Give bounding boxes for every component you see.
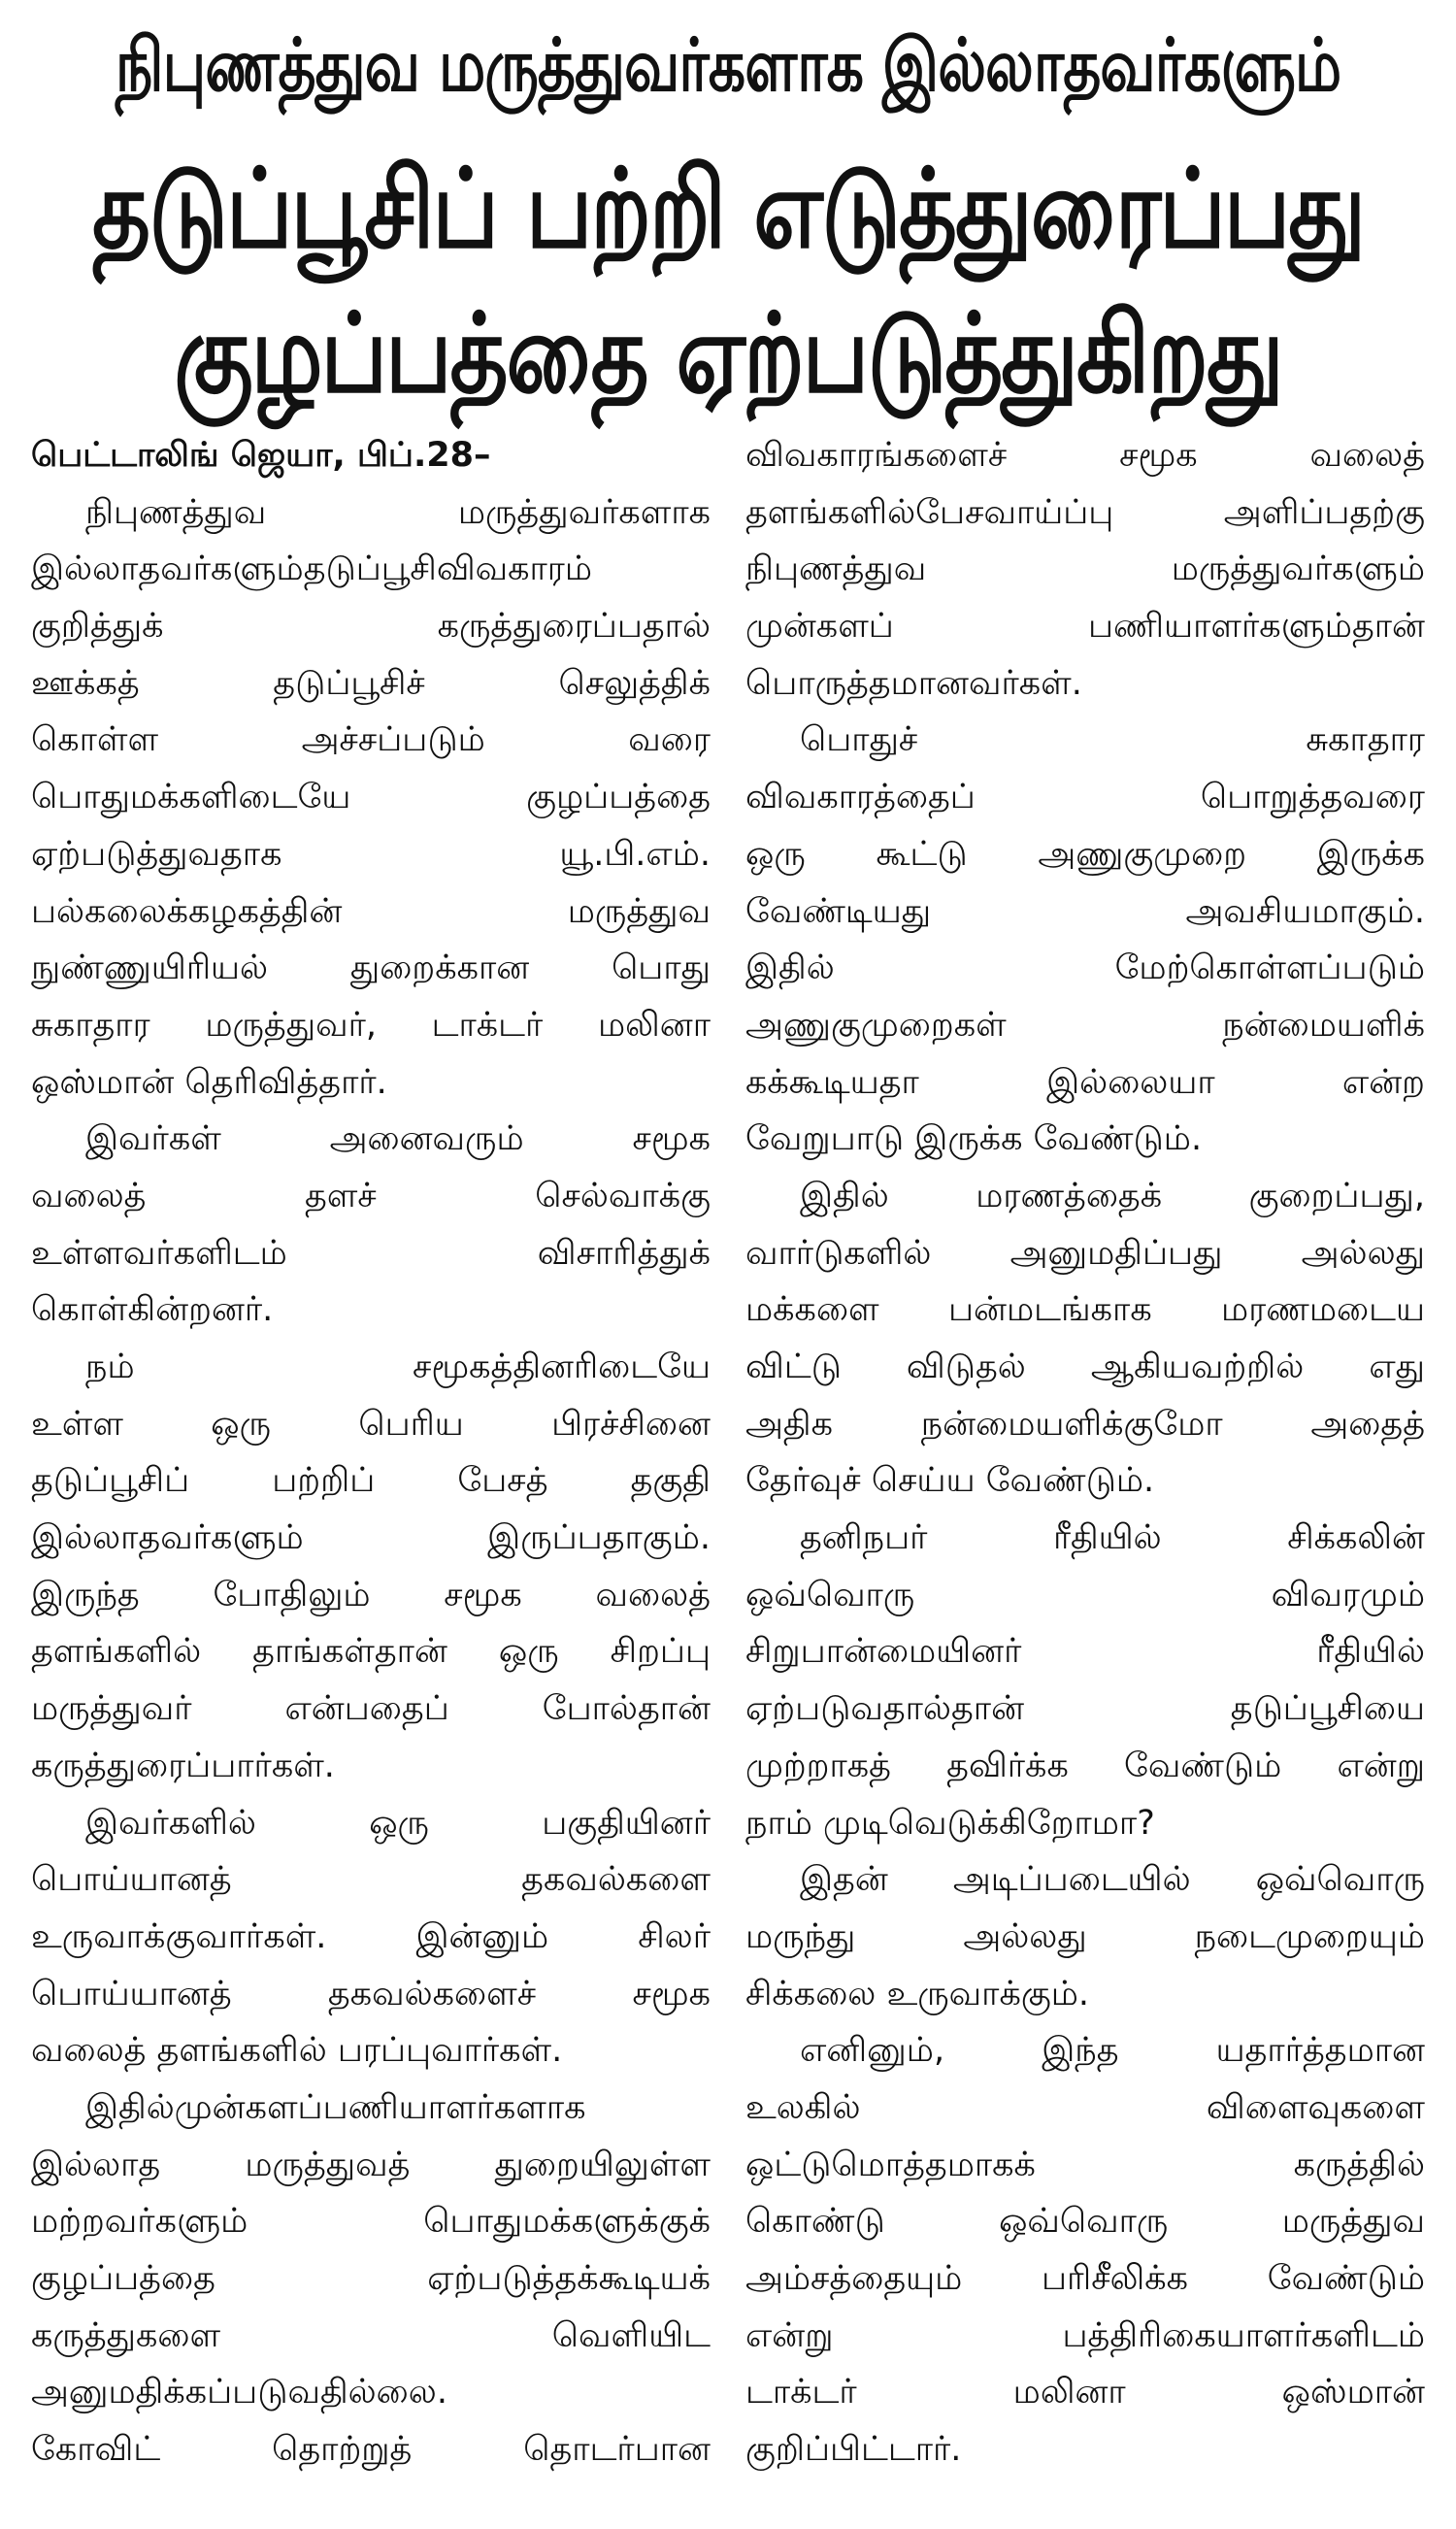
body-line: விட்டு விடுதல் ஆகியவற்றில் எது	[745, 1348, 1425, 1386]
headline-line-1: தடுப்பூசிப் பற்றி எடுத்துரைப்பது	[91, 146, 1364, 274]
body-line: இருந்த போதிலும் சமூக வலைத்	[31, 1575, 711, 1614]
body-line: தடுப்பூசிப் பற்றிப் பேசத் தகுதி	[31, 1461, 711, 1501]
body-line: அணுகுமுறைகள் நன்மையளிக்	[745, 1005, 1425, 1045]
body-line: முற்றாகத் தவிர்க்க வேண்டும் என்று	[745, 1746, 1425, 1785]
body-line: உள்ள ஒரு பெரிய பிரச்சினை	[31, 1404, 711, 1444]
body-line: சுகாதார மருத்துவர், டாக்டர் மலினா	[31, 1005, 711, 1045]
body-line: தளங்களில் தாங்கள்தான் ஒரு சிறப்பு	[31, 1632, 711, 1672]
body-line: கருத்துகளை வெளியிட	[31, 2315, 711, 2355]
body-line: நம் சமூகத்தினரிடையே	[85, 1348, 711, 1386]
body-line: குறித்துக் கருத்துரைப்பதால்	[31, 607, 711, 647]
body-line: ஒஸ்மான் தெரிவித்தார்.	[31, 1062, 387, 1102]
body-line: தேர்வுச் செய்ய வேண்டும்.	[745, 1461, 1155, 1501]
body-line: பொதுமக்களிடையே குழப்பத்தை	[31, 778, 711, 817]
body-line: விவகாரத்தைப் பொறுத்தவரை	[745, 778, 1425, 817]
body-line: இல்லாத மருத்துவத் துறையிலுள்ள	[31, 2145, 711, 2184]
article-column-right	[745, 427, 1425, 2479]
body-line: நிபுணத்துவ மருத்துவர்களும்	[745, 549, 1425, 589]
body-line: இல்லாதவர்களும்தடுப்பூசிவிவகாரம்	[31, 549, 593, 589]
body-line: நாம் முடிவெடுக்கிறோமா?	[745, 1803, 1155, 1843]
article-kicker: நிபுணத்துவ மருத்துவர்களாக இல்லாதவர்களும்	[115, 23, 1341, 109]
body-line: குறிப்பிட்டார்.	[745, 2430, 962, 2470]
body-line: வலைத் தளங்களில் பரப்புவார்கள்.	[31, 2031, 563, 2071]
body-line: நுண்ணுயிரியல் துறைக்கான பொது	[31, 948, 711, 988]
body-line: குழப்பத்தை ஏற்படுத்தக்கூடியக்	[31, 2259, 711, 2298]
body-line: முன்களப் பணியாளர்களும்தான்	[745, 607, 1425, 647]
body-line: பல்கலைக்கழகத்தின் மருத்துவ	[31, 891, 711, 931]
body-line: இதில் மரணத்தைக் குறைப்பது,	[800, 1176, 1425, 1215]
body-line: சிக்கலை உருவாக்கும்.	[745, 1974, 1090, 2013]
body-line: கக்கூடியதா இல்லையா என்ற	[745, 1062, 1425, 1102]
body-line: இவர்கள் அனைவரும் சமூக	[85, 1119, 711, 1159]
body-line: மருத்துவர் என்பதைப் போல்தான்	[31, 1689, 711, 1729]
body-line: இல்லாதவர்களும் இருப்பதாகும்.	[31, 1518, 711, 1558]
body-line: மக்களை பன்மடங்காக மரணமடைய	[745, 1290, 1425, 1330]
body-line: வேண்டியது அவசியமாகும்.	[745, 891, 1425, 931]
body-line: அம்சத்தையும் பரிசீலிக்க வேண்டும்	[745, 2259, 1425, 2298]
body-line: இதன் அடிப்படையில் ஒவ்வொரு	[800, 1860, 1425, 1900]
body-line: நிபுணத்துவ மருத்துவர்களாக	[85, 492, 711, 532]
body-line: இவர்களில் ஒரு பகுதியினர்	[85, 1803, 711, 1843]
article-headline	[39, 138, 1417, 427]
body-line: டாக்டர் மலினா ஒஸ்மான்	[745, 2373, 1425, 2413]
body-line: பொய்யானத் தகவல்களை	[31, 1860, 711, 1900]
body-line: எனினும், இந்த யதார்த்தமான	[800, 2031, 1425, 2071]
body-line: கொள்கின்றனர்.	[31, 1290, 274, 1330]
body-line: ஏற்படுவதால்தான் தடுப்பூசியை	[745, 1689, 1425, 1729]
headline-line-2: குழப்பத்தை ஏற்படுத்துகிறது	[174, 290, 1282, 417]
body-line: அனுமதிக்கப்படுவதில்லை.	[31, 2373, 447, 2413]
body-line: தனிநபர் ரீதியில் சிக்கலின்	[800, 1518, 1425, 1558]
body-line: தளங்களில்பேசவாய்ப்பு அளிப்பதற்கு	[745, 492, 1425, 532]
body-line: சிறுபான்மையினர் ரீதியில்	[745, 1632, 1425, 1672]
body-line: இதில் மேற்கொள்ளப்படும்	[745, 948, 1425, 988]
body-line: என்று பத்திரிகையாளர்களிடம்	[745, 2315, 1425, 2355]
body-line: பொய்யானத் தகவல்களைச் சமூக	[31, 1974, 711, 2013]
body-line: பொருத்தமானவர்கள்.	[745, 663, 1082, 703]
body-line: கொண்டு ஒவ்வொரு மருத்துவ	[745, 2202, 1425, 2242]
body-line: அதிக நன்மையளிக்குமோ அதைத்	[745, 1404, 1425, 1444]
article-column-left	[31, 427, 711, 2479]
body-line: வலைத் தளச் செல்வாக்கு	[31, 1176, 711, 1215]
body-line: ஒவ்வொரு விவரமும்	[745, 1575, 1425, 1614]
body-line: மற்றவர்களும் பொதுமக்களுக்குக்	[31, 2202, 711, 2242]
body-line: பொதுச் சுகாதார	[800, 720, 1425, 760]
body-line: கருத்துரைப்பார்கள்.	[31, 1746, 335, 1785]
body-line: உலகில் விளைவுகளை	[745, 2087, 1425, 2127]
body-line: வேறுபாடு இருக்க வேண்டும்.	[745, 1119, 1203, 1159]
body-line: விவகாரங்களைச் சமூக வலைத்	[745, 436, 1425, 475]
body-line: ஏற்படுத்துவதாக யூ.பி.எம்.	[31, 834, 711, 874]
body-line: இதில்முன்களப்பணியாளர்களாக	[85, 2087, 586, 2127]
body-line: ஒட்டுமொத்தமாகக் கருத்தில்	[745, 2145, 1425, 2184]
body-line: வார்டுகளில் அனுமதிப்பது அல்லது	[745, 1233, 1425, 1273]
body-line: மருந்து அல்லது நடைமுறையும்	[745, 1916, 1425, 1956]
body-line: கோவிட் தொற்றுத் தொடர்பான	[31, 2430, 711, 2470]
body-line: ஒரு கூட்டு அணுகுமுறை இருக்க	[745, 834, 1425, 874]
body-line: ஊக்கத் தடுப்பூசிச் செலுத்திக்	[31, 663, 711, 703]
dateline: பெட்டாலிங் ஜெயா, பிப்.28–	[31, 436, 491, 475]
body-line: உருவாக்குவார்கள். இன்னும் சிலர்	[31, 1916, 711, 1956]
body-line: உள்ளவர்களிடம் விசாரித்துக்	[31, 1233, 711, 1273]
body-line: கொள்ள அச்சப்படும் வரை	[31, 720, 711, 760]
